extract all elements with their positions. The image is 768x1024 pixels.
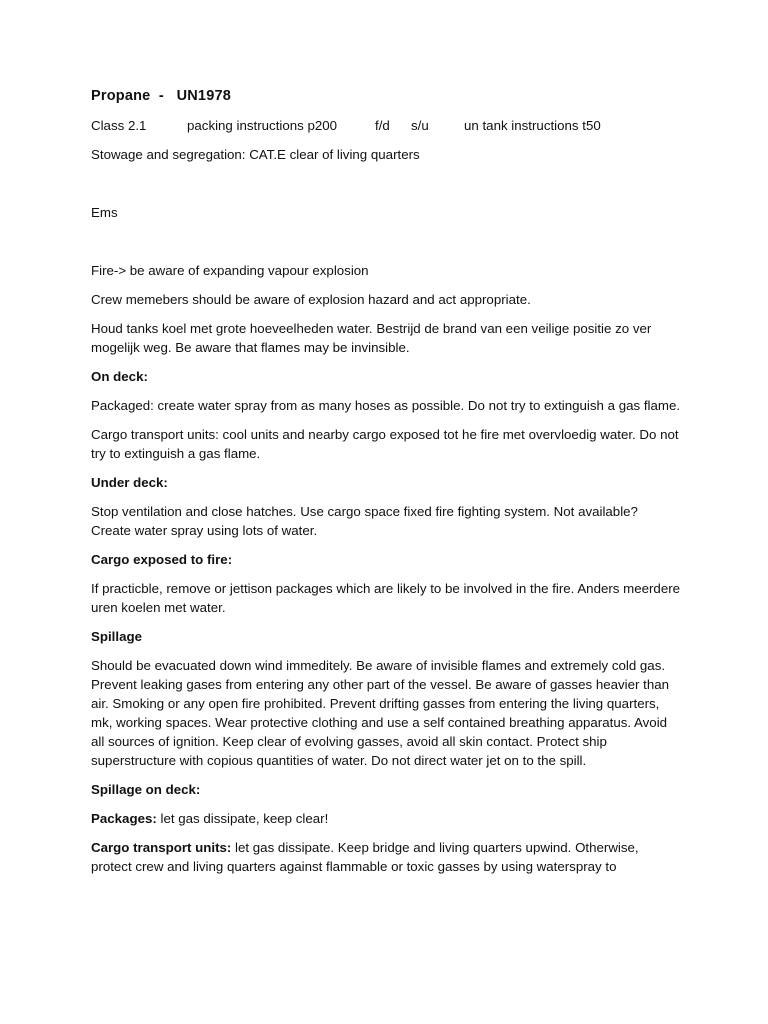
- cargo-units-text: let gas dissipate. Keep bridge and living quarters upwind. Otherwise, protect crew and living quarters against flammable or toxic gasses by using waterspray to: [91, 840, 639, 874]
- packing-instructions: packing instructions p200: [187, 118, 338, 133]
- under-deck-text: Stop ventilation and close hatches. Use cargo space fixed fire fighting system. Not available? Create water spray using lots of water.: [91, 504, 638, 538]
- fd-label: f/d: [375, 118, 390, 133]
- document-page: [91, 87, 681, 886]
- spillage-packages: [91, 809, 681, 828]
- tank-instructions: un tank instructions t50: [464, 118, 601, 133]
- fire-line: Fire-> be aware of expanding vapour explosion: [91, 263, 369, 278]
- on-deck-cargo-units: Cargo transport units: cool units and nearby cargo exposed tot he fire met overvloedig water. Do not try to extinguish a gas flame.: [91, 427, 679, 461]
- on-deck-heading: On deck:: [91, 369, 148, 384]
- packages-text: let gas dissipate, keep clear!: [156, 811, 329, 826]
- crew-line: Crew memebers should be aware of explosion hazard and act appropriate.: [91, 292, 531, 307]
- class-value: Class 2.1: [91, 118, 147, 133]
- packages-label: Packages:: [91, 811, 157, 826]
- spillage-cargo-units: [91, 838, 681, 876]
- cargo-units-label: Cargo transport units:: [91, 840, 232, 855]
- cargo-fire-text: If practicble, remove or jettison packages which are likely to be involved in the fire. Anders meerdere uren koelen met water.: [91, 581, 681, 615]
- on-deck-packaged: Packaged: create water spray from as many hoses as possible. Do not try to extinguish a gas flame.: [91, 398, 681, 413]
- spillage-text: Should be evacuated down wind immeditely. Be aware of invisible flames and extremely cold gas. Prevent leaking gases from entering any other part of the vessel. Be aware of gasses heavier than air. Smoking or any open fire prohibited. Prevent drifting gasses from entering the living quarters, mk, working spaces. Wear protective clothing and use a self contained breathing apparatus. Avoid all sources of ignition. Keep clear of evolving gasses, avoid all skin contact. Protect ship superstructure with copious quantities of water. Do not direct water jet on to the spill.: [91, 658, 670, 768]
- su-label: s/u: [411, 118, 429, 133]
- spillage-heading: Spillage: [91, 629, 142, 644]
- spillage-deck-heading: Spillage on deck:: [91, 782, 201, 797]
- classification-row: [91, 116, 681, 135]
- cargo-fire-heading: Cargo exposed to fire:: [91, 552, 233, 567]
- document-title: Propane - UN1978: [91, 88, 231, 104]
- under-deck-heading: Under deck:: [91, 475, 168, 490]
- cooling-paragraph: Houd tanks koel met grote hoeveelheden water. Bestrijd de brand van een veilige positie zo ver mogelijk weg. Be aware that flames may be invinsible.: [91, 321, 652, 355]
- ems-label: Ems: [91, 205, 118, 220]
- stowage-line: Stowage and segregation: CAT.E clear of living quarters: [91, 147, 420, 162]
